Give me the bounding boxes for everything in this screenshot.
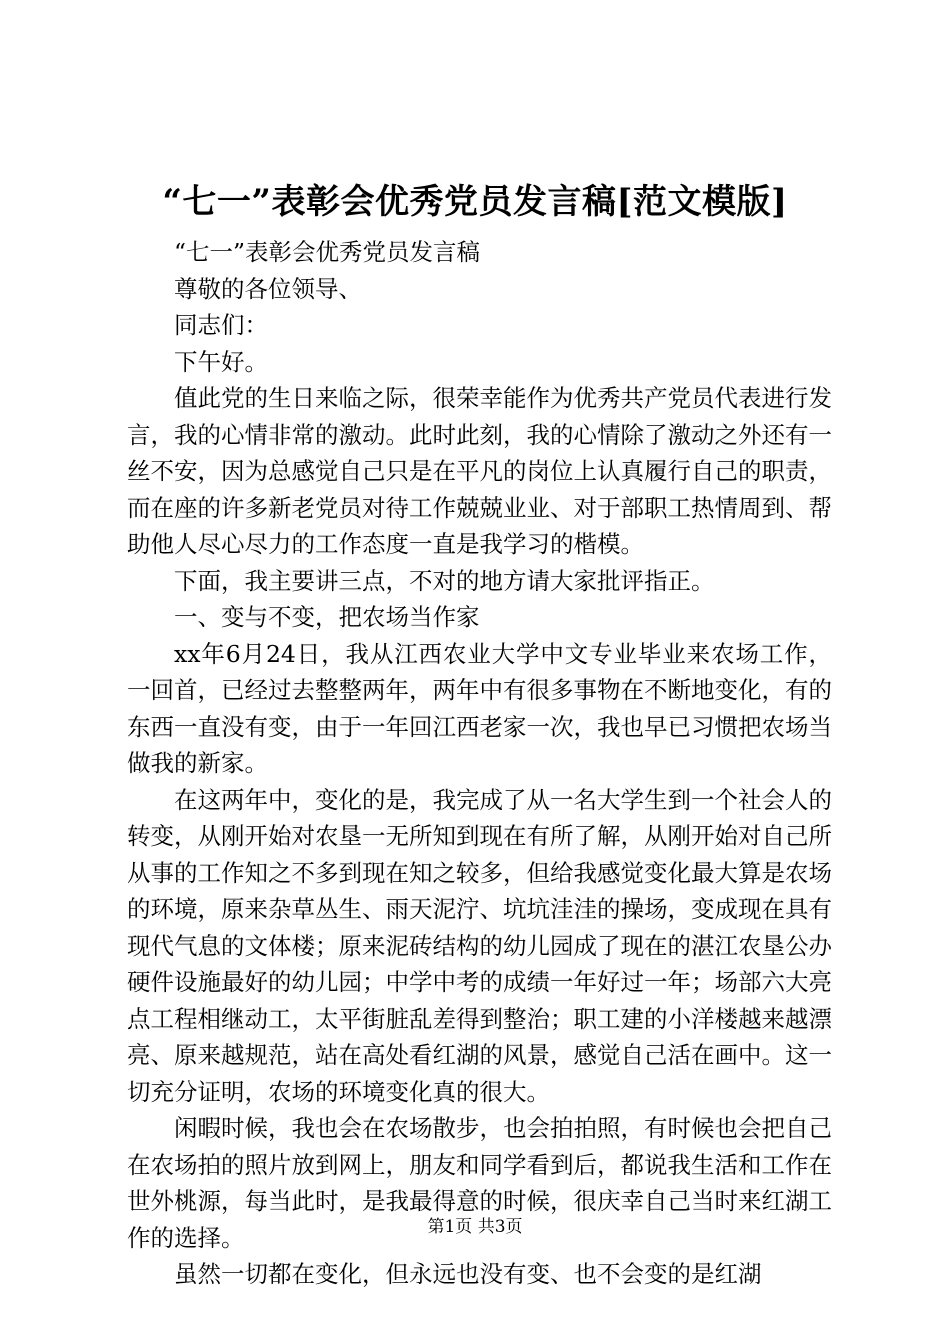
body-paragraph: 下面，我主要讲三点，不对的地方请大家批评指正。	[174, 566, 715, 595]
body-paragraph: xx年6月24日，我从江西农业大学中文专业毕业来农场工作，一回首，已经过去整整两年，两年中有很多事物在不断地变化，有的东西一直没有变，由于一年回江西老家一次，我也早已习惯把农场当做我的新家。	[127, 639, 832, 777]
document-title: “七一”表彰会优秀党员发言稿[范文模版]	[162, 182, 788, 222]
section-heading: 一、变与不变，把农场当作家	[174, 603, 480, 631]
subtitle-paragraph: “七一”表彰会优秀党员发言稿	[174, 238, 481, 266]
salutation-paragraph: 同志们：	[174, 311, 268, 339]
body-paragraph: 虽然一切都在变化，但永远也没有变、也不会变的是红湖	[174, 1260, 762, 1288]
body-paragraph: 值此党的生日来临之际，很荣幸能作为优秀共产党员代表进行发言，我的心情非常的激动。此时此刻，我的心情除了激动之外还有一丝不安，因为总感觉自己只是在平凡的岗位上认真履行自己的职责，而在座的许多新老党员对待工作兢兢业业、对于部职工热情周到、帮助他人尽心尽力的工作态度一直是我学习的楷模。	[127, 384, 832, 558]
greeting-paragraph: 下午好。	[174, 347, 268, 376]
page-number: 第1页 共3页	[427, 1217, 523, 1237]
body-paragraph: 在这两年中，变化的是，我完成了从一名大学生到一个社会人的转变，从刚开始对农垦一无所知到现在有所了解，从刚开始对自己所从事的工作知之不多到现在知之较多，但给我感觉变化最大算是农场的环境，原来杂草丛生、雨天泥泞、坑坑洼洼的操场，变成现在具有现代气息的文体楼；原来泥砖结构的幼儿园成了现在的湛江农垦公办硬件设施最好的幼儿园；中学中考的成绩一年好过一年；场部六大亮点工程相继动工，太平街脏乱差得到整治；职工建的小洋楼越来越漂亮、原来越规范，站在高处看红湖的风景，感觉自己活在画中。这一切充分证明，农场的环境变化真的很大。	[127, 785, 832, 1106]
salutation-paragraph: 尊敬的各位领导、	[174, 274, 362, 303]
body-paragraph: 闲暇时候，我也会在农场散步，也会拍拍照，有时候也会把自己在农场拍的照片放到网上，朋友和同学看到后，都说我生活和工作在世外桃源，每当此时，是我最得意的时候，很庆幸自己当时来红湖工作的选择。	[127, 1114, 832, 1252]
document-body	[127, 234, 832, 1293]
